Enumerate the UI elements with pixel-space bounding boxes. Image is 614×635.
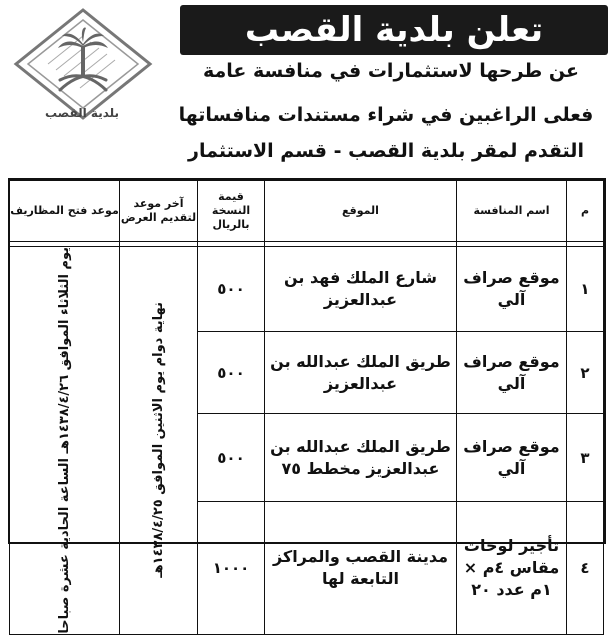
row-price: ٥٠٠ xyxy=(198,414,265,502)
tenders-table xyxy=(8,178,606,634)
row-location: شارع الملك فهد بن عبدالعزيز xyxy=(265,247,457,332)
deadline-cell xyxy=(120,247,198,635)
table-header-row xyxy=(10,181,604,242)
row-price: ٥٠٠ xyxy=(198,331,265,413)
subtitle: عن طرحها لاستثمارات في منافسة عامة xyxy=(202,60,579,82)
header-location: الموقع xyxy=(265,181,457,242)
row-location: طريق الملك عبدالله بن عبدالعزيز xyxy=(265,331,457,413)
table-row xyxy=(10,247,604,332)
header-price: قيمة النسخة بالريال xyxy=(198,181,265,242)
title-banner xyxy=(180,5,608,55)
row-price: ١٠٠٠ xyxy=(198,501,265,634)
row-num: ٤ xyxy=(567,501,604,634)
row-num: ١ xyxy=(567,247,604,332)
opening-cell xyxy=(10,247,120,635)
row-location: مدينة القصب والمراكز التابعة لها xyxy=(265,501,457,634)
logo-label: بلدية القصب xyxy=(44,106,120,120)
row-num: ٣ xyxy=(567,414,604,502)
instruction-line-2: التقدم لمقر بلدية القصب - قسم الاستثمار xyxy=(188,140,584,162)
row-price: ٥٠٠ xyxy=(198,247,265,332)
row-name: موقع صراف آلي xyxy=(457,247,567,332)
header-name: اسم المنافسة xyxy=(457,181,567,242)
header-opening: موعد فتح المظاريف xyxy=(10,181,120,242)
opening-text: يوم الثلاثاء الموافق ١٤٣٨/٤/٢٦هـ الساعة الحادية عشرة صباحا xyxy=(56,247,72,634)
header-deadline: آخر موعد لتقديم العرض xyxy=(120,181,198,242)
row-num: ٢ xyxy=(567,331,604,413)
header-num: م xyxy=(567,181,604,242)
row-name: موقع صراف آلي xyxy=(457,331,567,413)
page-title: تعلن بلدية القصب xyxy=(244,10,544,50)
row-location: طريق الملك عبدالله بن عبدالعزيز مخطط ٧٥ xyxy=(265,414,457,502)
instruction-line-1: فعلى الراغبين في شراء مستندات منافساتها xyxy=(178,104,594,126)
row-name: تأجير لوحات مقاس ٤م × ١م عدد ٢٠ xyxy=(457,501,567,634)
deadline-text: نهاية دوام يوم الاثنين الموافق ١٤٣٨/٤/٢٥هـ xyxy=(150,302,166,579)
row-name: موقع صراف آلي xyxy=(457,414,567,502)
